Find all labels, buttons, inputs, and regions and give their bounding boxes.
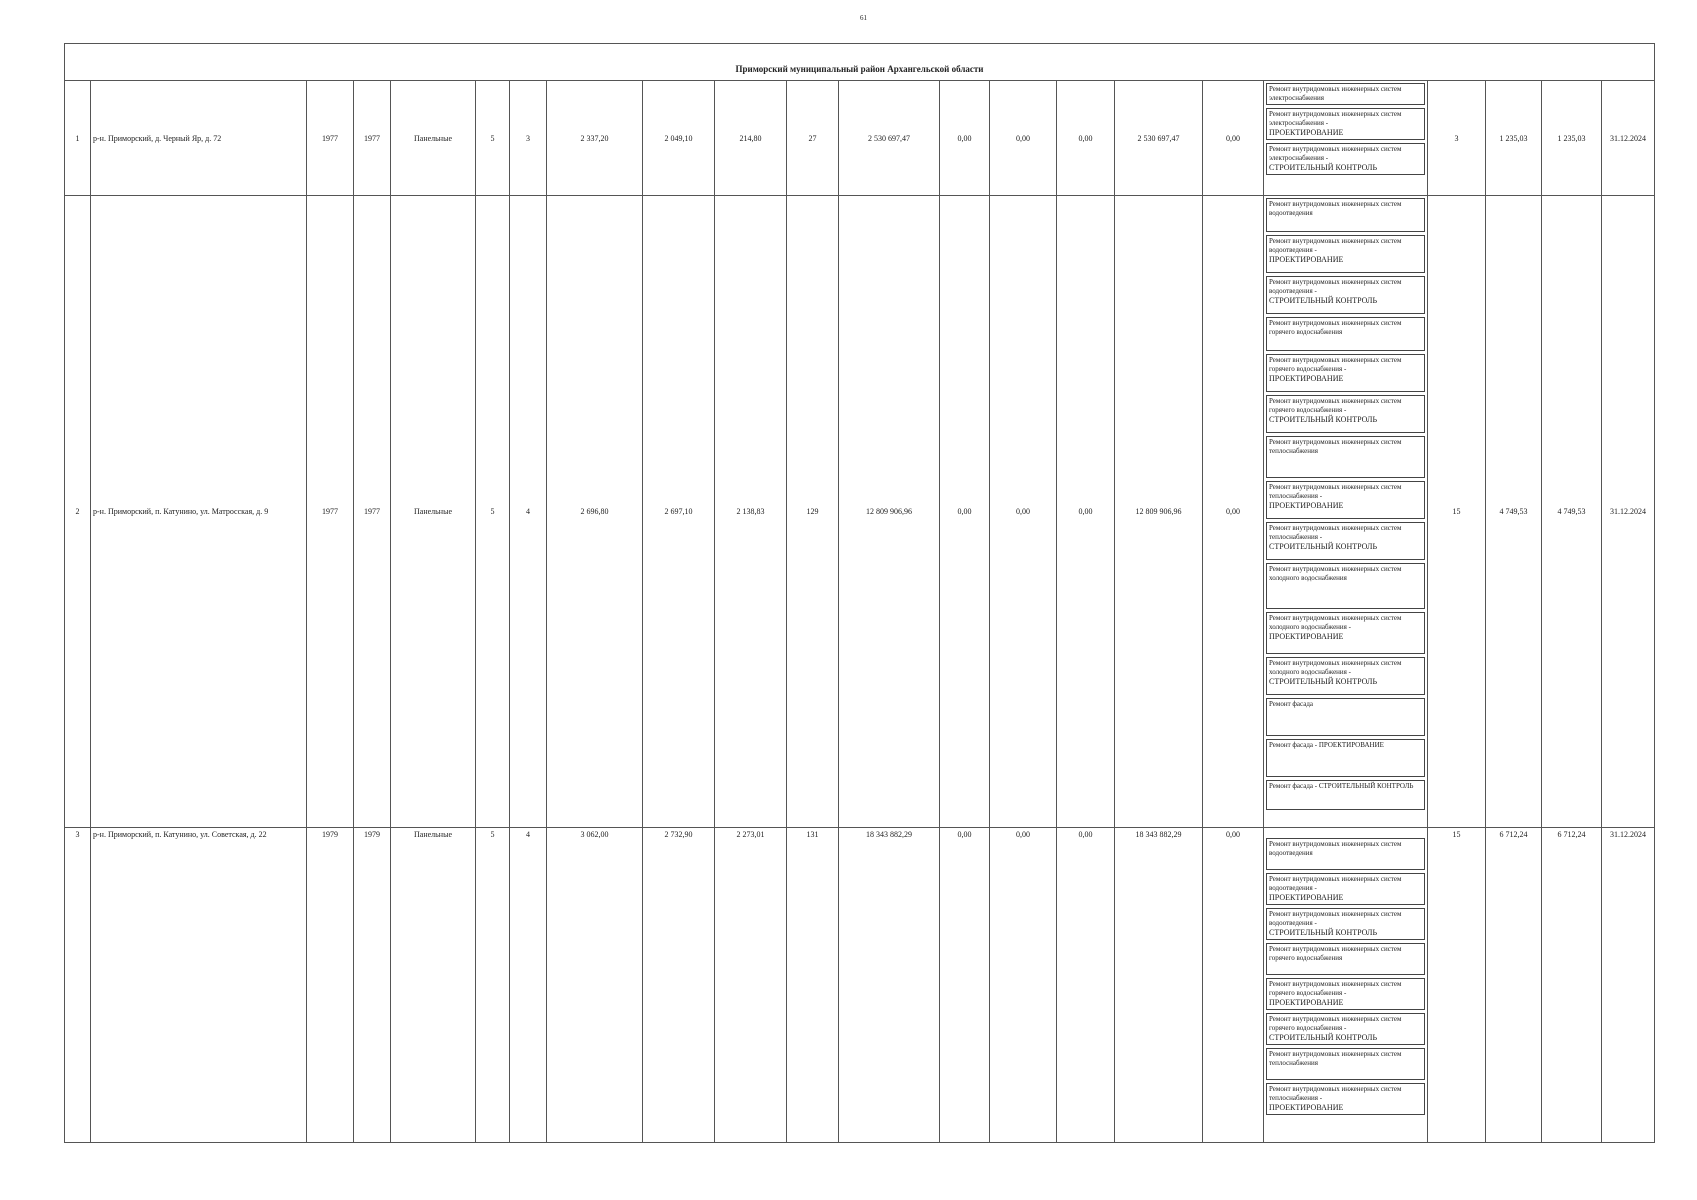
region-title: Приморский муниципальный район Архангельской области: [65, 44, 1655, 81]
year-commissioned-cell: 1977: [354, 196, 391, 828]
work-item: [1266, 198, 1425, 232]
total-cost-cell: 18 343 882,29: [839, 828, 940, 1143]
work-item-stage: ПРОЕКТИРОВАНИЕ: [1269, 1103, 1344, 1112]
work-item-label: Ремонт внутридомовых инженерных систем теплоснабжения -: [1269, 483, 1402, 500]
works-cell: [1264, 828, 1428, 1143]
work-item-label: Ремонт внутридомовых инженерных систем горячего водоснабжения: [1269, 945, 1402, 962]
total-area-cell: 2 696,80: [547, 196, 643, 828]
wall-material-cell: Панельные: [391, 828, 476, 1143]
work-item-stage: СТРОИТЕЛЬНЫЙ КОНТРОЛЬ: [1269, 163, 1378, 172]
cost-3-cell: 0,00: [1057, 196, 1115, 828]
total-area-cell: 2 337,20: [547, 81, 643, 196]
work-item: [1266, 436, 1425, 478]
cost-other-cell: 0,00: [1203, 828, 1264, 1143]
unit-cost-limit-cell: 4 749,53: [1542, 196, 1602, 828]
works-count-cell: 3: [1428, 81, 1486, 196]
cost-1-cell: 0,00: [940, 196, 990, 828]
cost-2-cell: 0,00: [990, 196, 1057, 828]
work-item: [1266, 563, 1425, 609]
unit-cost-cell: 6 712,24: [1486, 828, 1542, 1143]
unit-cost-limit-cell: 6 712,24: [1542, 828, 1602, 1143]
cost-other-cell: 0,00: [1203, 196, 1264, 828]
entrances-cell: 4: [510, 828, 547, 1143]
work-item: [1266, 108, 1425, 140]
repair-program-table: [64, 43, 1655, 1143]
year-commissioned-cell: 1979: [354, 828, 391, 1143]
work-item-label: Ремонт фасада: [1269, 700, 1314, 708]
year-built-cell: 1979: [307, 828, 354, 1143]
work-item-label: Ремонт внутридомовых инженерных систем водоотведения -: [1269, 910, 1402, 927]
area-3-cell: 214,80: [715, 81, 787, 196]
entrances-cell: 3: [510, 81, 547, 196]
work-item: [1266, 481, 1425, 519]
work-item-stage: СТРОИТЕЛЬНЫЙ КОНТРОЛЬ: [1269, 542, 1378, 551]
work-item-stage: ПРОЕКТИРОВАНИЕ: [1269, 893, 1344, 902]
entrances-cell: 4: [510, 196, 547, 828]
cost-3-cell: 0,00: [1057, 81, 1115, 196]
unit-cost-cell: 4 749,53: [1486, 196, 1542, 828]
works-cell: [1264, 81, 1428, 196]
work-item: [1266, 873, 1425, 905]
works-list: [1266, 198, 1425, 825]
works-cell: [1264, 196, 1428, 828]
work-item-label: Ремонт внутридомовых инженерных систем электроснабжения -: [1269, 110, 1402, 127]
work-item-label: Ремонт фасада - СТРОИТЕЛЬНЫЙ КОНТРОЛЬ: [1269, 782, 1414, 790]
work-item: [1266, 943, 1425, 975]
work-item: [1266, 698, 1425, 736]
work-item-label: Ремонт внутридомовых инженерных систем электроснабжения -: [1269, 145, 1402, 162]
work-item-stage: СТРОИТЕЛЬНЫЙ КОНТРОЛЬ: [1269, 296, 1378, 305]
cost-1-cell: 0,00: [940, 828, 990, 1143]
table-row: [65, 828, 1655, 1143]
total-cost-cell: 12 809 906,96: [839, 196, 940, 828]
deadline-cell: 31.12.2024: [1602, 81, 1655, 196]
work-item: [1266, 657, 1425, 695]
work-item-label: Ремонт внутридомовых инженерных систем водоотведения -: [1269, 237, 1402, 254]
work-item-stage: ПРОЕКТИРОВАНИЕ: [1269, 255, 1344, 264]
work-item-label: Ремонт внутридомовых инженерных систем водоотведения: [1269, 840, 1402, 857]
work-item: [1266, 978, 1425, 1010]
work-item-label: Ремонт внутридомовых инженерных систем горячего водоснабжения -: [1269, 1015, 1402, 1032]
work-item: [1266, 354, 1425, 392]
cost-2-cell: 0,00: [990, 828, 1057, 1143]
work-item-label: Ремонт внутридомовых инженерных систем электроснабжения: [1269, 85, 1402, 102]
works-count-cell: 15: [1428, 196, 1486, 828]
region-header-row: [65, 44, 1655, 81]
work-item-stage: ПРОЕКТИРОВАНИЕ: [1269, 374, 1344, 383]
row-number: 3: [65, 828, 91, 1143]
work-item-label: Ремонт внутридомовых инженерных систем теплоснабжения: [1269, 438, 1402, 455]
area-3-cell: 2 273,01: [715, 828, 787, 1143]
cost-3-cell: 0,00: [1057, 828, 1115, 1143]
year-commissioned-cell: 1977: [354, 81, 391, 196]
cost-other-cell: 0,00: [1203, 81, 1264, 196]
total-area-cell: 3 062,00: [547, 828, 643, 1143]
area-3-cell: 2 138,83: [715, 196, 787, 828]
address-cell: р-н. Приморский, п. Катунино, ул. Матросская, д. 9: [91, 196, 307, 828]
work-item: [1266, 838, 1425, 870]
work-item: [1266, 276, 1425, 314]
deadline-cell: 31.12.2024: [1602, 828, 1655, 1143]
residents-cell: 129: [787, 196, 839, 828]
work-item: [1266, 780, 1425, 810]
work-item-label: Ремонт фасада - ПРОЕКТИРОВАНИЕ: [1269, 741, 1384, 749]
cost-owners-cell: 2 530 697,47: [1115, 81, 1203, 196]
work-item-label: Ремонт внутридомовых инженерных систем водоотведения -: [1269, 278, 1402, 295]
work-item-label: Ремонт внутридомовых инженерных систем водоотведения -: [1269, 875, 1402, 892]
total-cost-cell: 2 530 697,47: [839, 81, 940, 196]
work-item: [1266, 739, 1425, 777]
work-item-label: Ремонт внутридомовых инженерных систем горячего водоснабжения -: [1269, 980, 1402, 997]
work-item-stage: СТРОИТЕЛЬНЫЙ КОНТРОЛЬ: [1269, 415, 1378, 424]
table-row: [65, 196, 1655, 828]
work-item: [1266, 1083, 1425, 1115]
wall-material-cell: Панельные: [391, 81, 476, 196]
work-item-label: Ремонт внутридомовых инженерных систем теплоснабжения: [1269, 1050, 1402, 1067]
residents-cell: 131: [787, 828, 839, 1143]
cost-2-cell: 0,00: [990, 81, 1057, 196]
work-item: [1266, 235, 1425, 273]
work-item: [1266, 395, 1425, 433]
work-item-label: Ремонт внутридомовых инженерных систем горячего водоснабжения -: [1269, 356, 1402, 373]
cost-owners-cell: 12 809 906,96: [1115, 196, 1203, 828]
year-built-cell: 1977: [307, 81, 354, 196]
area-2-cell: 2 732,90: [643, 828, 715, 1143]
unit-cost-cell: 1 235,03: [1486, 81, 1542, 196]
work-item: [1266, 143, 1425, 175]
year-built-cell: 1977: [307, 196, 354, 828]
floors-cell: 5: [476, 828, 510, 1143]
work-item: [1266, 612, 1425, 654]
work-item-stage: ПРОЕКТИРОВАНИЕ: [1269, 501, 1344, 510]
row-number: 2: [65, 196, 91, 828]
work-item-label: Ремонт внутридомовых инженерных систем теплоснабжения -: [1269, 524, 1402, 541]
work-item-stage: ПРОЕКТИРОВАНИЕ: [1269, 128, 1344, 137]
cost-owners-cell: 18 343 882,29: [1115, 828, 1203, 1143]
work-item-stage: СТРОИТЕЛЬНЫЙ КОНТРОЛЬ: [1269, 677, 1378, 686]
table-row: [65, 81, 1655, 196]
work-item-stage: ПРОЕКТИРОВАНИЕ: [1269, 632, 1344, 641]
area-2-cell: 2 049,10: [643, 81, 715, 196]
work-item-label: Ремонт внутридомовых инженерных систем теплоснабжения -: [1269, 1085, 1402, 1102]
work-item-label: Ремонт внутридомовых инженерных систем горячего водоснабжения: [1269, 319, 1402, 336]
work-item: [1266, 1048, 1425, 1080]
unit-cost-limit-cell: 1 235,03: [1542, 81, 1602, 196]
cost-1-cell: 0,00: [940, 81, 990, 196]
works-count-cell: 15: [1428, 828, 1486, 1143]
works-list: [1266, 838, 1425, 1140]
work-item: [1266, 522, 1425, 560]
work-item-label: Ремонт внутридомовых инженерных систем холодного водоснабжения -: [1269, 614, 1402, 631]
wall-material-cell: Панельные: [391, 196, 476, 828]
work-item-label: Ремонт внутридомовых инженерных систем водоотведения: [1269, 200, 1402, 217]
work-item-stage: СТРОИТЕЛЬНЫЙ КОНТРОЛЬ: [1269, 928, 1378, 937]
work-item: [1266, 908, 1425, 940]
work-item: [1266, 317, 1425, 351]
floors-cell: 5: [476, 196, 510, 828]
work-item: [1266, 83, 1425, 105]
work-item-stage: ПРОЕКТИРОВАНИЕ: [1269, 998, 1344, 1007]
area-2-cell: 2 697,10: [643, 196, 715, 828]
address-cell: р-н. Приморский, п. Катунино, ул. Советская, д. 22: [91, 828, 307, 1143]
floors-cell: 5: [476, 81, 510, 196]
deadline-cell: 31.12.2024: [1602, 196, 1655, 828]
works-list: [1266, 83, 1425, 193]
work-item-label: Ремонт внутридомовых инженерных систем горячего водоснабжения -: [1269, 397, 1402, 414]
work-item-stage: СТРОИТЕЛЬНЫЙ КОНТРОЛЬ: [1269, 1033, 1378, 1042]
page-number: 61: [860, 14, 867, 22]
work-item-label: Ремонт внутридомовых инженерных систем холодного водоснабжения -: [1269, 659, 1402, 676]
work-item: [1266, 1013, 1425, 1045]
address-cell: р-н. Приморский, д. Черный Яр, д. 72: [91, 81, 307, 196]
work-item-label: Ремонт внутридомовых инженерных систем холодного водоснабжения: [1269, 565, 1402, 582]
residents-cell: 27: [787, 81, 839, 196]
row-number: 1: [65, 81, 91, 196]
